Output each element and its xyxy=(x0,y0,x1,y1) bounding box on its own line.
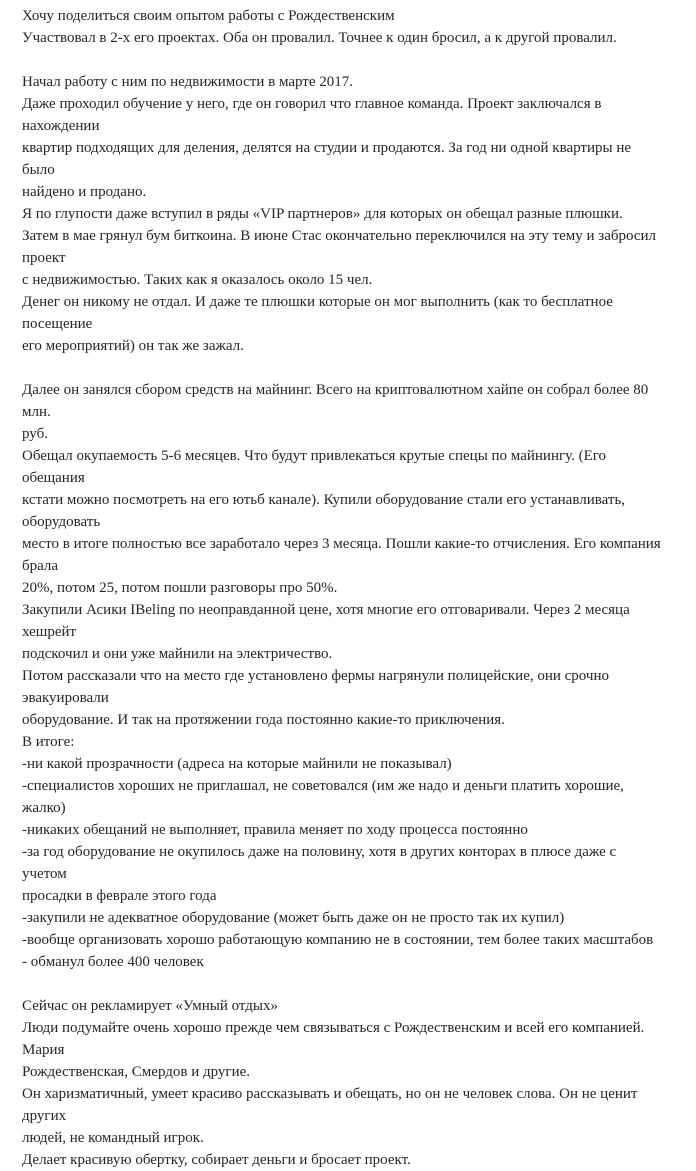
text-line: подскочил и они уже майнили на электричество. xyxy=(22,646,333,662)
text-line: Закупили Асики IBeling по неоправданной цене, хотя многие его отговаривали. Через 2 месяца хешрейт xyxy=(22,602,634,640)
text-line: Участвовал в 2-х его проектах. Оба он провалил. Точнее к один бросил, а к другой провалил. xyxy=(22,30,617,46)
text-line: Делает красивую обертку, собирает деньги и бросает проект. xyxy=(22,1152,411,1168)
text-line: Хочу поделиться своим опытом работы с Рождественским xyxy=(22,8,395,24)
text-line: Даже проходил обучение у него, где он говорил что главное команда. Проект заключался в нахождении xyxy=(22,96,606,134)
text-line: руб. xyxy=(22,426,48,442)
summary-item: -ни какой прозрачности (адреса на которые майнили не показывал) xyxy=(22,756,452,772)
text-line: Далее он занялся сбором средств на майнинг. Всего на криптовалютном хайпе он собрал более 80 млн. xyxy=(22,382,653,420)
text-line: квартир подходящих для деления, делятся на студии и продаются. За год ни одной квартиры не было xyxy=(22,140,635,178)
text-line: Люди подумайте очень хорошо прежде чем связываться с Рождественским и всей его компанией. Мария xyxy=(22,1020,649,1058)
text-line: Обещал окупаемость 5-6 месяцев. Что будут привлекаться крутые спецы по майнингу. (Его обещания xyxy=(22,448,610,486)
text-line: Потом рассказали что на место где установлено фермы нагрянули полицейские, они срочно эвакуировали xyxy=(22,668,613,706)
summary-item: -специалистов хороших не приглашал, не советовался (им же надо и деньги платить хорошие, жалко) xyxy=(22,778,628,816)
summary-item: просадки в феврале этого года xyxy=(22,888,217,904)
text-line: людей, не командный игрок. xyxy=(22,1130,204,1146)
summary-item: -закупили не адекватное оборудование (может быть даже он не просто так их купил) xyxy=(22,910,565,926)
text-line: Денег он никому не отдал. И даже те плюшки которые он мог выполнить (как то бесплатное посещение xyxy=(22,294,617,332)
paragraph-gap xyxy=(22,357,662,379)
post-body xyxy=(22,5,665,1171)
text-line: Начал работу с ним по недвижимости в марте 2017. xyxy=(22,74,354,90)
summary-item: - обманул более 400 человек xyxy=(22,954,204,970)
text-line: кстати можно посмотреть на его ютьб канале). Купили оборудование стали его устанавливать, оборудовать xyxy=(22,492,629,530)
text-line: оборудование. И так на протяжении года постоянно какие-то приключения. xyxy=(22,712,505,728)
summary-heading: В итоге: xyxy=(22,734,75,750)
text-line: место в итоге полностью все заработало через 3 месяца. Пошли какие-то отчисления. Его компания брала xyxy=(22,536,665,574)
summary-item: -вообще организовать хорошо работающую компанию не в состоянии, тем более таких масштабов xyxy=(22,932,654,948)
text-line: с недвижимостью. Таких как я оказалось около 15 чел. xyxy=(22,272,373,288)
text-line: Я по глупости даже вступил в ряды «VIP партнеров» для которых он обещал разные плюшки. xyxy=(22,206,623,222)
text-line: Сейчас он рекламирует «Умный отдых» xyxy=(22,998,278,1014)
paragraph-gap xyxy=(22,973,662,995)
paragraph-mining xyxy=(22,379,665,973)
paragraph-conclusion xyxy=(22,995,662,1171)
paragraph-intro xyxy=(22,5,662,49)
text-line: его мероприятий) он так же зажал. xyxy=(22,338,244,354)
summary-item: -никаких обещаний не выполняет, правила меняет по ходу процесса постоянно xyxy=(22,822,528,838)
text-line: Рождественская, Смердов и другие. xyxy=(22,1064,251,1080)
text-line: Он харизматичный, умеет красиво рассказывать и обещать, но он не человек слова. Он не ценит других xyxy=(22,1086,642,1124)
summary-item: -за год оборудование не окупилось даже на половину, хотя в других конторах в плюсе даже с учетом xyxy=(22,844,620,882)
paragraph-gap xyxy=(22,49,662,71)
text-line: найдено и продано. xyxy=(22,184,147,200)
text-line: 20%, потом 25, потом пошли разговоры про 50%. xyxy=(22,580,338,596)
paragraph-real-estate xyxy=(22,71,662,357)
text-line: Затем в мае грянул бум биткоина. В июне Стас окончательно переключился на эту тему и забросил проект xyxy=(22,228,660,266)
